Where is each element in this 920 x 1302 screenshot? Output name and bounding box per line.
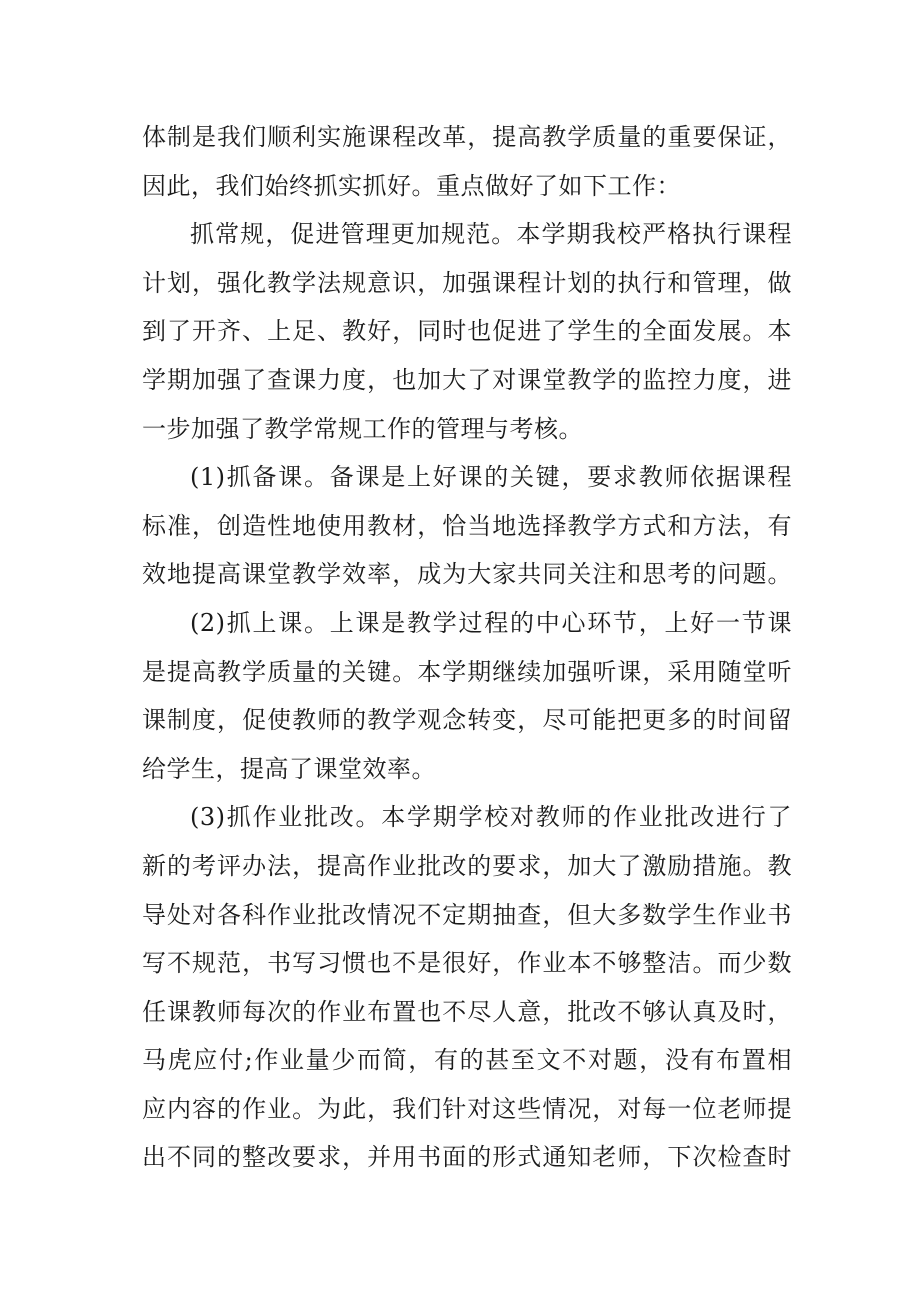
- text-line: 新的考评办法，提高作业批改的要求，加大了激励措施。教: [142, 851, 792, 880]
- text-line: 因此，我们始终抓实抓好。重点做好了如下工作：: [142, 171, 681, 200]
- text-line: 学期加强了查课力度，也加大了对课堂教学的监控力度，进: [142, 365, 792, 394]
- text-line: (3)抓作业批改。本学期学校对教师的作业批改进行了: [190, 803, 792, 832]
- text-line: 马虎应付;作业量少而简，有的甚至文不对题，没有布置相: [142, 1046, 792, 1075]
- text-line: 抓常规，促进管理更加规范。本学期我校严格执行课程: [190, 220, 792, 249]
- text-line: 到了开齐、上足、教好，同时也促进了学生的全面发展。本: [142, 317, 792, 346]
- text-line: 任课教师每次的作业布置也不尽人意，批改不够认真及时，: [142, 997, 792, 1026]
- text-line: 课制度，促使教师的教学观念转变，尽可能把更多的时间留: [142, 706, 792, 735]
- text-line: 给学生，提高了课堂效率。: [142, 754, 436, 783]
- text-line: 体制是我们顺利实施课程改革，提高教学质量的重要保证，: [142, 123, 792, 151]
- text-line: 是提高教学质量的关键。本学期继续加强听课，采用随堂听: [142, 657, 792, 686]
- text-line: 一步加强了教学常规工作的管理与考核。: [142, 414, 583, 443]
- text-line: 写不规范，书写习惯也不是很好，作业本不够整洁。而少数: [142, 949, 792, 978]
- text-line: 导处对各科作业批改情况不定期抽查，但大多数学生作业书: [142, 900, 792, 929]
- document-body: [142, 113, 792, 1182]
- text-line: (2)抓上课。上课是教学过程的中心环节，上好一节课: [190, 608, 792, 637]
- text-line: 出不同的整改要求，并用书面的形式通知老师，下次检查时: [142, 1143, 792, 1172]
- text-line: (1)抓备课。备课是上好课的关键，要求教师依据课程: [190, 463, 792, 492]
- text-line: 效地提高课堂教学效率，成为大家共同关注和思考的问题。: [142, 560, 792, 589]
- text-line: 计划，强化教学法规意识，加强课程计划的执行和管理，做: [142, 268, 792, 297]
- text-line: 应内容的作业。为此，我们针对这些情况，对每一位老师提: [142, 1094, 792, 1123]
- text-line: 标准，创造性地使用教材，恰当地选择教学方式和方法，有: [142, 511, 792, 540]
